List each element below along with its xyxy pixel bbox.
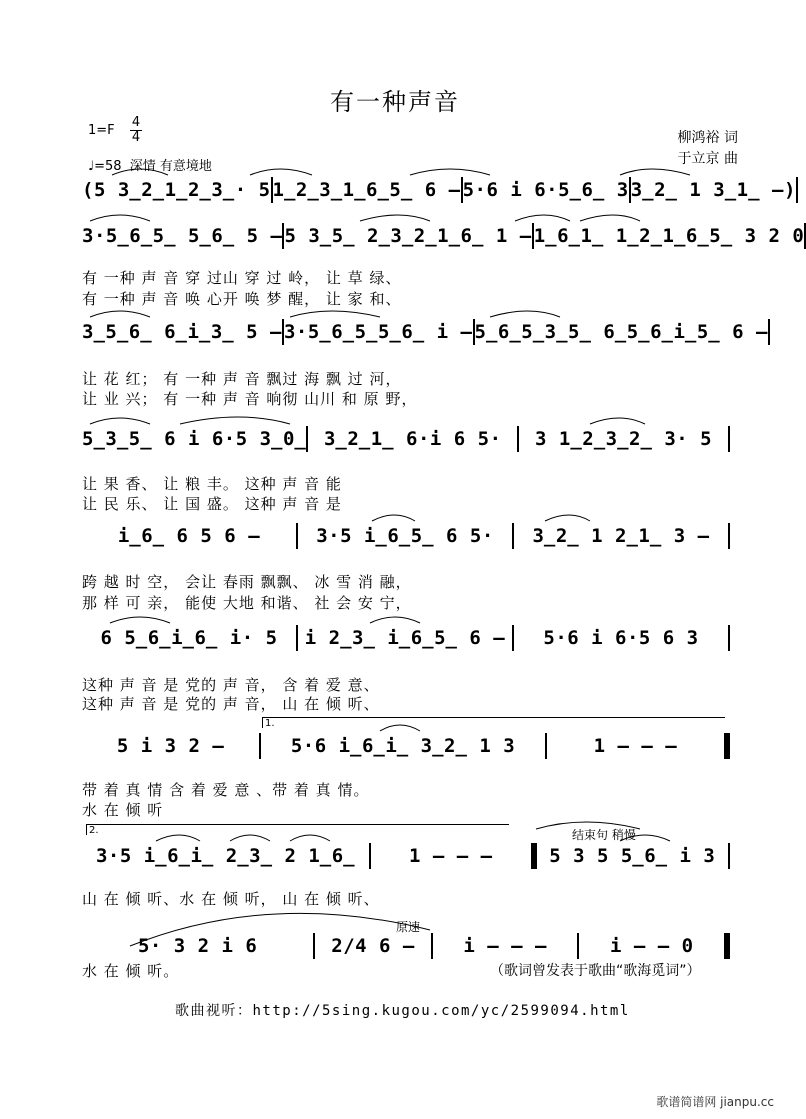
slur [110, 617, 170, 623]
site-watermark: 歌谱简谱网 jianpu.cc [656, 1095, 774, 1109]
song-title: 有一种声音 [330, 88, 460, 116]
measure: 5 3̲5̲ 2̲3̲2̲1̲6̲ 1 – [284, 225, 532, 247]
measure: 5̲6̲5̲3̲5̲ 6̲5̲6̲i̲5̲ 6 – [474, 321, 768, 343]
measure: 3·5̲6̲5̲5̲6̲ i – [283, 321, 473, 343]
ending-tempo-label: 结束句 稍慢 [572, 828, 636, 842]
staff-system-6 [82, 624, 730, 652]
quarter-note-icon: ♩ [88, 159, 95, 174]
slur [372, 515, 415, 521]
measure: 5·6 i̲6̲i̲ 3̲2̲ 1 3 [290, 735, 516, 757]
lyric-line: 水 在 倾 听 [82, 801, 164, 819]
staff-system-7 [82, 732, 730, 760]
tempo-primo-label: 原速 [396, 920, 421, 934]
measure: 3·5 i̲6̲5̲ 6 5· [316, 525, 494, 547]
barline [768, 319, 770, 345]
measure: 5̲3̲5̲ 6 i 6·5 3̲0̲ [82, 428, 307, 450]
slur [515, 215, 570, 221]
expression-marking: 深情 有意境地 [129, 159, 212, 174]
measure: 3̲5̲6̲ 6̲i̲3̲ 5 – [82, 321, 282, 343]
closing-parenthesis: ) [783, 179, 796, 201]
slur [90, 418, 150, 424]
measure: 5 3̲2̲1̲2̲3̲· 5 [93, 179, 271, 201]
slur [156, 835, 200, 841]
measure: i 2̲3̲ i̲6̲5̲ 6 – [304, 627, 506, 649]
measure: 5· 3 2 i 6 [137, 935, 258, 957]
slur [545, 515, 590, 521]
measure: 3·5 i̲6̲i̲ 2̲3̲ 2 1̲6̲ [95, 845, 356, 867]
slur [370, 617, 420, 623]
slur [360, 215, 430, 221]
slur [410, 169, 490, 175]
staff-system-8 [82, 842, 730, 870]
measure: 6 5̲6̲i̲6̲ i· 5 [100, 627, 278, 649]
measure: 5 3 5 5̲6̲ i 3 [549, 845, 716, 867]
slur [180, 417, 290, 424]
slur [230, 835, 270, 841]
final-barline [724, 933, 730, 959]
slur [620, 169, 690, 175]
lyric-line: 让 花 红； 有 一种 声 音 飘过 海 飘 过 河， [82, 370, 402, 388]
measure: 5·6 i 6·5̲6̲ 3 [462, 179, 629, 201]
barline [728, 625, 730, 651]
publication-note: （歌词曾发表于歌曲“歌海觅词”） [490, 963, 701, 979]
measure: 3̲2̲1̲ 6·i 6 5· [323, 428, 502, 450]
lyric-line: 跨 越 时 空， 会让 春雨 飘飘、 冰 雪 消 融， [82, 573, 412, 591]
lyric-line: 带 着 真 情 含 着 爱 意 、带 着 真 情。 [82, 781, 370, 799]
lyric-line: 让 民 乐、 让 国 盛。 这种 声 音 是 [82, 495, 342, 513]
measure: 5·6 i 6·5 6 3 [543, 627, 699, 649]
lyric-line: 山 在 倾 听、水 在 倾 听， 山 在 倾 听、 [82, 890, 380, 908]
slur [290, 311, 380, 317]
measure: 1̲6̲1̲ 1̲2̲1̲6̲5̲ 3 2 0 [533, 225, 805, 247]
slur [250, 169, 312, 175]
lyricist-credit: 柳鸿裕 词 [677, 130, 738, 146]
lyric-line: 水 在 倾 听。 [82, 962, 180, 980]
staff-system-1 [82, 176, 796, 204]
tempo-marking: ♩=58 深情 有意境地 [88, 159, 212, 174]
measure: 1 – – – [593, 735, 678, 757]
staff-system-2 [82, 222, 805, 250]
time-signature: 4 4 [131, 115, 141, 145]
slur [580, 215, 640, 221]
barline [728, 523, 730, 549]
second-ending-bracket: 2. [86, 824, 509, 835]
staff-system-4 [82, 425, 730, 453]
repeat-barline [724, 733, 730, 759]
staff-system-5 [82, 522, 730, 550]
measure: 2/4 6 – [331, 935, 415, 957]
staff-system-3 [82, 318, 768, 346]
key-signature: 1=F [88, 123, 115, 138]
lyric-line: 有 一种 声 音 穿 过山 穿 过 岭， 让 草 绿、 [82, 269, 402, 287]
measure: 5 i 3 2 – [116, 735, 225, 757]
barline [728, 843, 730, 869]
barline [728, 426, 730, 452]
measure: 3̲2̲ 1 2̲1̲ 3 – [532, 525, 710, 547]
slur [90, 215, 150, 221]
lyric-line: 让 业 兴； 有 一种 声 音 响彻 山川 和 原 野， [82, 390, 418, 408]
slur [90, 311, 150, 317]
staff-system-9 [82, 932, 730, 960]
lyric-line: 让 果 香、 让 粮 丰。 这种 声 音 能 [82, 475, 342, 493]
lyric-line: 这种 声 音 是 党的 声 音， 含 着 爱 意、 [82, 676, 380, 694]
measure: 3·5̲6̲5̲ 5̲6̲ 5 – [82, 225, 283, 247]
opening-parenthesis: ( [82, 179, 94, 201]
measure: 3̲2̲ 1 3̲1̲ – [630, 179, 784, 201]
barline [796, 177, 798, 203]
measure: i – – – [463, 935, 547, 957]
first-ending-bracket: 1. [262, 717, 725, 728]
measure: i̲6̲ 6 5 6 – [117, 525, 261, 547]
composer-credit: 于立京 曲 [677, 151, 738, 167]
lyric-line: 有 一种 声 音 唤 心开 唤 梦 醒， 让 家 和、 [82, 290, 402, 308]
audio-source-line: 歌曲视听：http://5sing.kugou.com/yc/2599094.html [175, 1003, 630, 1019]
measure: 1̲2̲3̲1̲6̲5̲ 6 – [272, 179, 461, 201]
lyric-line: 这种 声 音 是 党的 声 音， 山 在 倾 听、 [82, 695, 380, 713]
measure: 3 1̲2̲3̲2̲ 3· 5 [535, 428, 713, 450]
measure: 1 – – – [409, 845, 493, 867]
slur [590, 418, 645, 424]
measure: i – – 0 [609, 935, 694, 957]
slur [490, 311, 560, 317]
lyric-line: 那 样 可 亲， 能使 大地 和谐、 社 会 安 宁， [82, 594, 412, 612]
slur [290, 835, 330, 841]
